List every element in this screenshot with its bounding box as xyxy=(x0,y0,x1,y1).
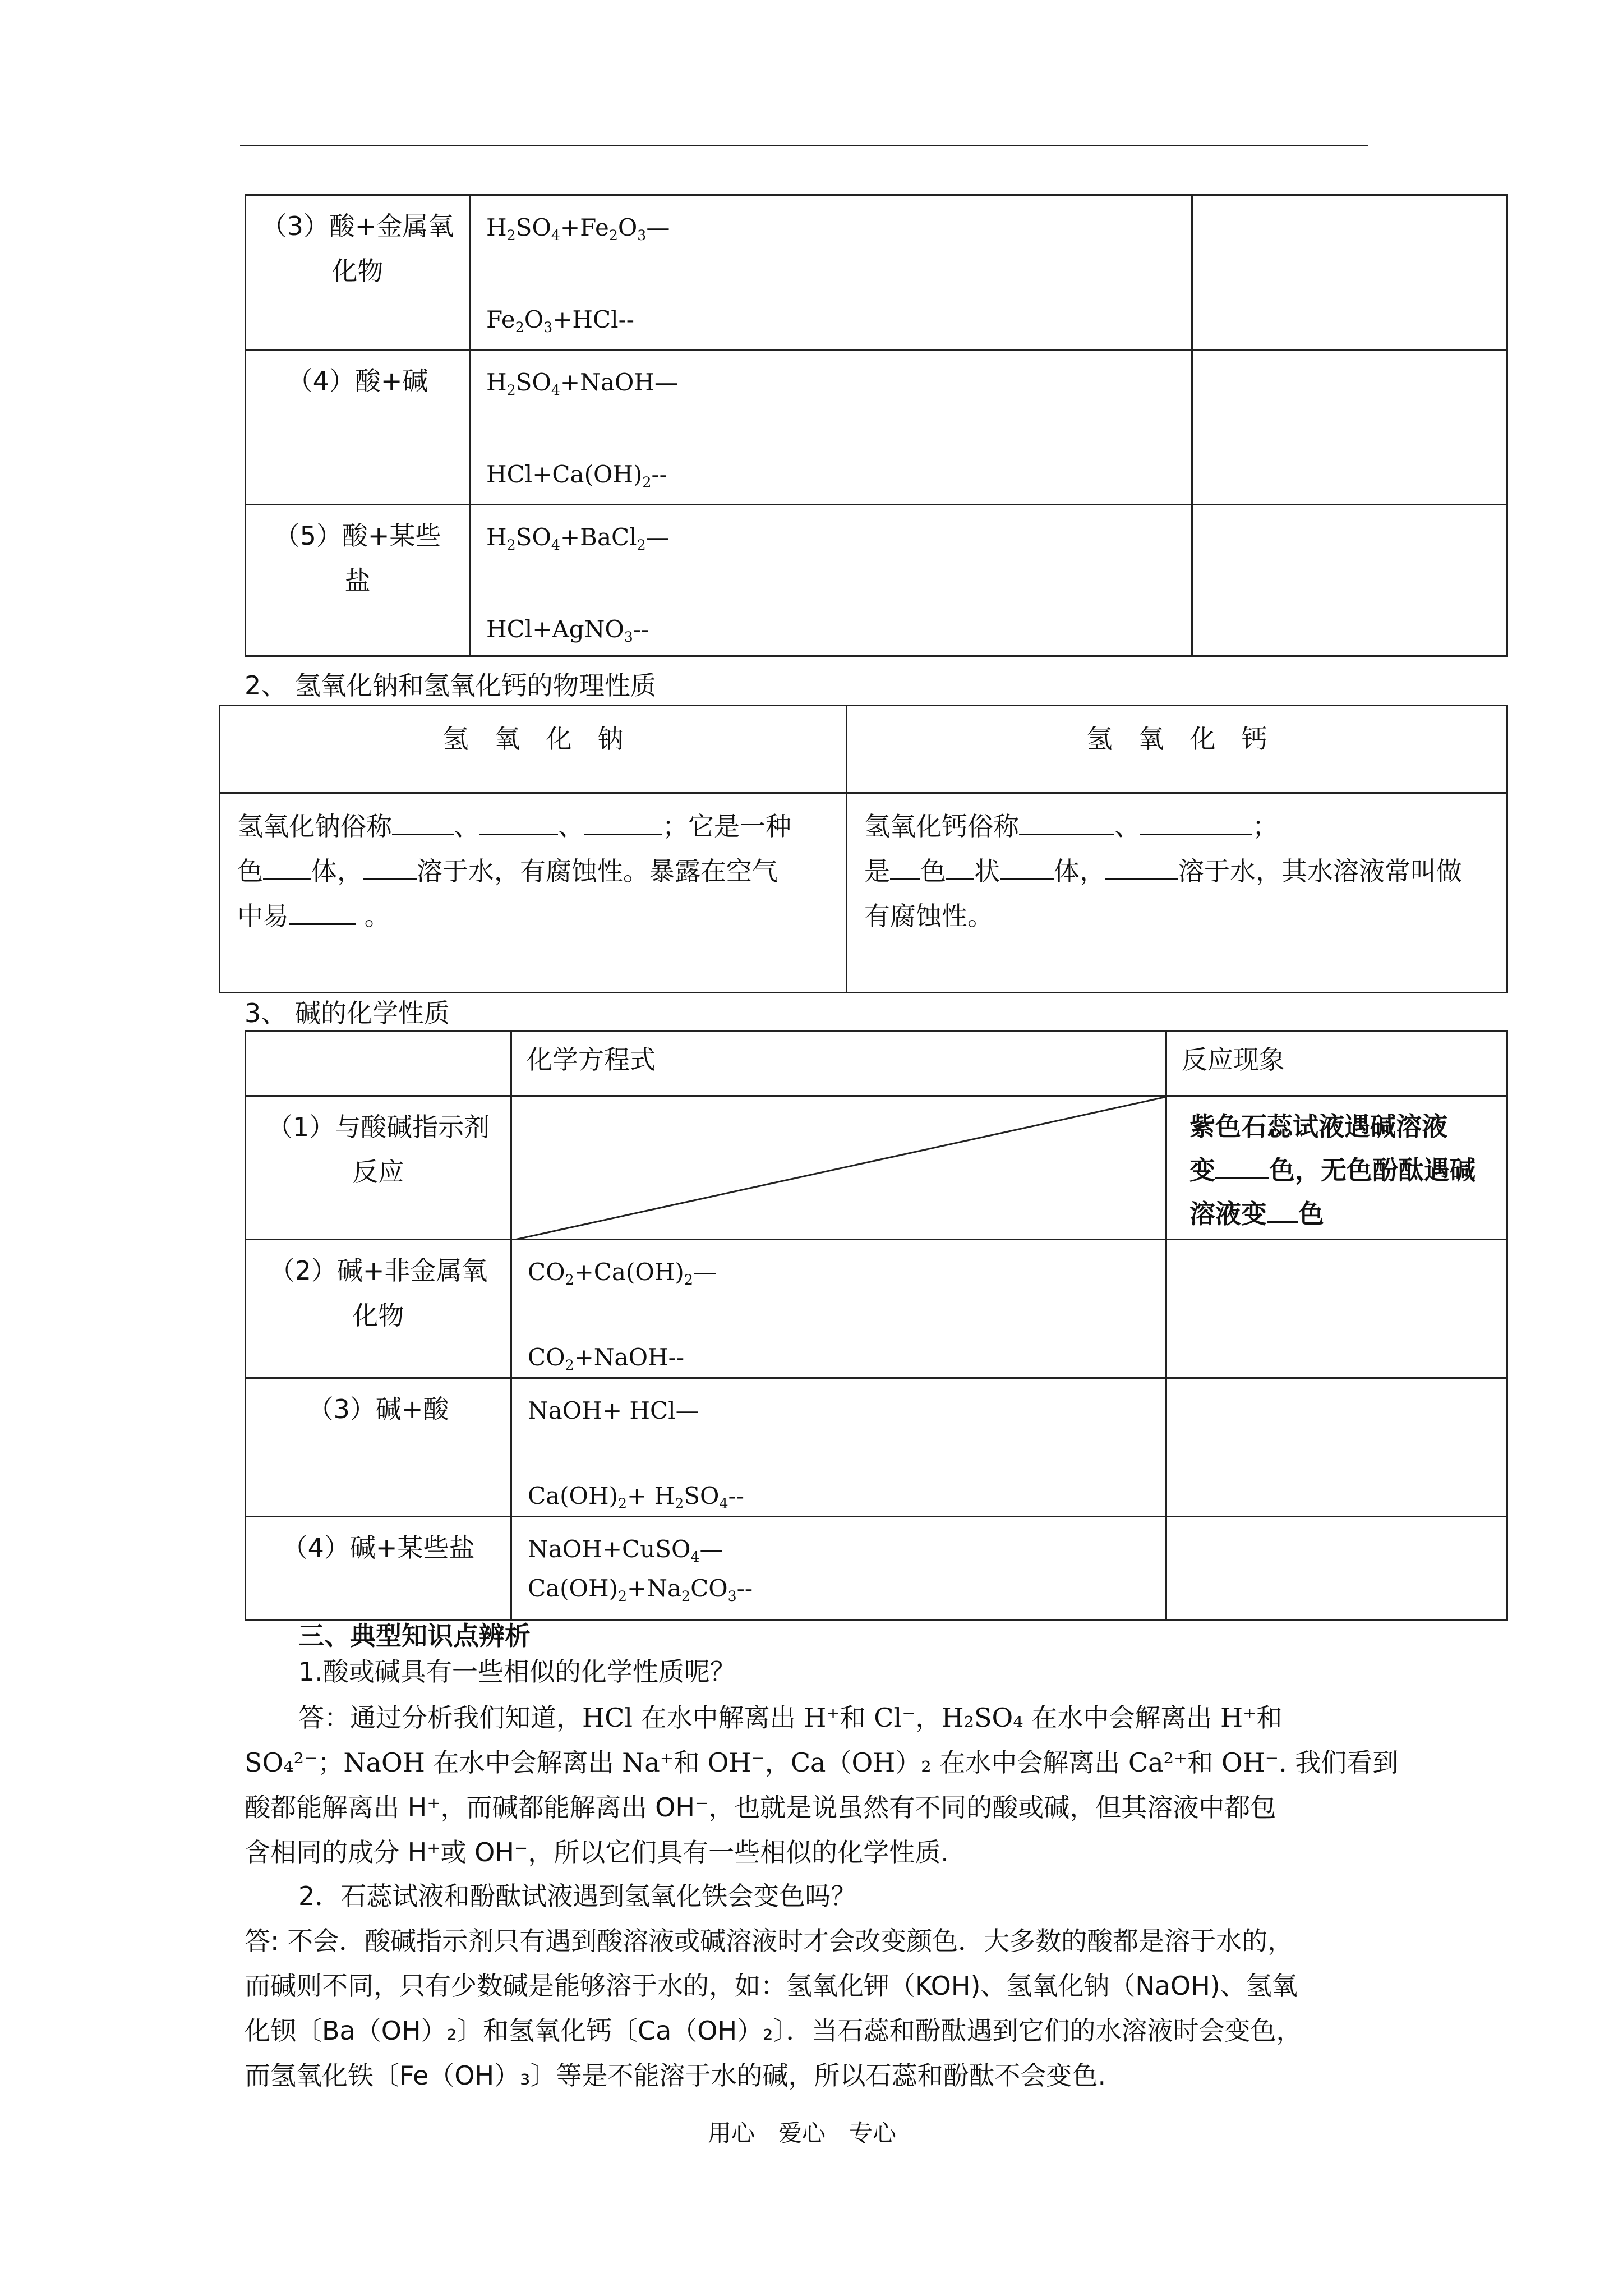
row-label: （4）酸+碱 xyxy=(246,350,470,505)
equation-header: 化学方程式 xyxy=(511,1031,1166,1096)
equation-cell xyxy=(511,1517,1166,1620)
equation: $CO_2+NaOH--$ xyxy=(528,1343,685,1373)
equation: NaOH+ HCl— xyxy=(528,1397,699,1424)
phenomenon-cell xyxy=(1192,195,1507,350)
header-rule xyxy=(240,145,1368,146)
phenomenon-cell xyxy=(1166,1517,1507,1620)
phenomenon-cell xyxy=(1166,1378,1507,1517)
row-label: （2）碱+非金属氧 化物 xyxy=(246,1240,511,1378)
answer-2-line-2: 而碱则不同，只有少数碱是能够溶于水的，如：氢氧化钾（KOH)、氢氧化钠（NaOH)、氢氧 xyxy=(245,1971,1298,2001)
answer-1-line-2: SO₄²⁻；NaOH 在水中会解离出 Na⁺和 OH⁻，Ca（OH）₂ 在水中会解离出 Ca²⁺和 OH⁻. 我们看到 xyxy=(245,1747,1399,1778)
row-label: （1）与酸碱指示剂 反应 xyxy=(246,1096,511,1240)
phenomenon-cell xyxy=(1166,1240,1507,1378)
section-2-title: 2、 氢氧化钠和氢氧化钙的物理性质 xyxy=(245,670,656,701)
page-footer: 用心 爱心 专心 xyxy=(708,2119,897,2147)
indicator-phenomenon: 紫色石蕊试液遇碱溶液 变 色，无色酚酞遇碱 溶液变 色 xyxy=(1166,1096,1507,1240)
equation: $Fe_2O_3+HCl--$ xyxy=(486,306,634,335)
base-properties-table xyxy=(245,1030,1508,1621)
section-three-heading: 三、典型知识点辨析 xyxy=(298,1621,531,1651)
equation: $H_2SO_4+Fe_2O_3—$ xyxy=(486,214,670,243)
answer-1-line-1: 答：通过分析我们知道，HCl 在水中解离出 H⁺和 Cl⁻，H₂SO₄ 在水中会解离出 H⁺和 xyxy=(298,1703,1283,1733)
equation-cell xyxy=(470,505,1192,656)
equation: $H_2SO_4+BaCl_2—$ xyxy=(486,523,670,553)
phenomenon-header: 反应现象 xyxy=(1166,1031,1507,1096)
row-label: （3）碱+酸 xyxy=(246,1378,511,1517)
naoh-properties: 氢氧化钠俗称 、 、 ；它是一种 色 体， 溶于水，有腐蚀性。暴露在空气 中易 。 xyxy=(220,793,847,993)
equation-cell xyxy=(470,195,1192,350)
phenomenon-cell xyxy=(1192,350,1507,505)
answer-2-line-1: 答: 不会．酸碱指示剂只有遇到酸溶液或碱溶液时才会改变颜色．大多数的酸都是溶于水的， xyxy=(245,1926,1294,1956)
equation: $HCl+Ca(OH)_2--$ xyxy=(486,461,667,490)
equation: HCl+AgNO$_3$-- xyxy=(486,615,649,645)
equation: $CO_2+Ca(OH)_2—$ xyxy=(528,1258,717,1288)
equation: $Ca(OH)_2+Na_2CO_3--$ xyxy=(528,1575,753,1604)
question-2: 2．石蕊试液和酚酞试液遇到氢氧化铁会变色吗？ xyxy=(298,1881,857,1911)
section-3-title: 3、 碱的化学性质 xyxy=(245,998,450,1028)
diagonal-slash xyxy=(512,1097,1167,1240)
row-label: （4）碱+某些盐 xyxy=(246,1517,511,1620)
answer-1-line-4: 含相同的成分 H⁺或 OH⁻，所以它们具有一些相似的化学性质. xyxy=(245,1837,949,1867)
caoh-header: 氢 氧 化 钙 xyxy=(847,706,1507,793)
answer-2-line-4: 而氢氧化铁〔Fe（OH）₃〕等是不能溶于水的碱，所以石蕊和酚酞不会变色. xyxy=(245,2060,1106,2091)
caoh-properties: 氢氧化钙俗称 、 ； 是 色 状 体， 溶于水，其水溶液常叫做 有腐蚀性。 xyxy=(847,793,1507,993)
equation-cell-diagonal xyxy=(511,1096,1166,1240)
equation-cell xyxy=(511,1378,1166,1517)
answer-2-line-3: 化钡〔Ba（OH）₂〕和氢氧化钙〔Ca（OH）₂〕．当石蕊和酚酞遇到它们的水溶液时会变色， xyxy=(245,2016,1302,2046)
equation: $H_2SO_4+NaOH—$ xyxy=(486,369,678,398)
naoh-header: 氢 氧 化 钠 xyxy=(220,706,847,793)
equation: NaOH+CuSO$_4$— xyxy=(528,1535,723,1565)
equation-cell xyxy=(470,350,1192,505)
question-1: 1.酸或碱具有一些相似的化学性质呢？ xyxy=(298,1657,736,1687)
equation-cell xyxy=(511,1240,1166,1378)
physical-properties-table xyxy=(219,705,1508,993)
acid-reactions-table xyxy=(245,194,1508,657)
equation: $Ca(OH)_2+ H_2SO_4--$ xyxy=(528,1482,744,1512)
row-label: （5）酸+某些 盐 xyxy=(246,505,470,656)
row-label: （3）酸+金属氧 化物 xyxy=(246,195,470,350)
answer-1-line-3: 酸都能解离出 H⁺，而碱都能解离出 OH⁻，也就是说虽然有不同的酸或碱，但其溶液中都包 xyxy=(245,1792,1276,1823)
phenomenon-cell xyxy=(1192,505,1507,656)
